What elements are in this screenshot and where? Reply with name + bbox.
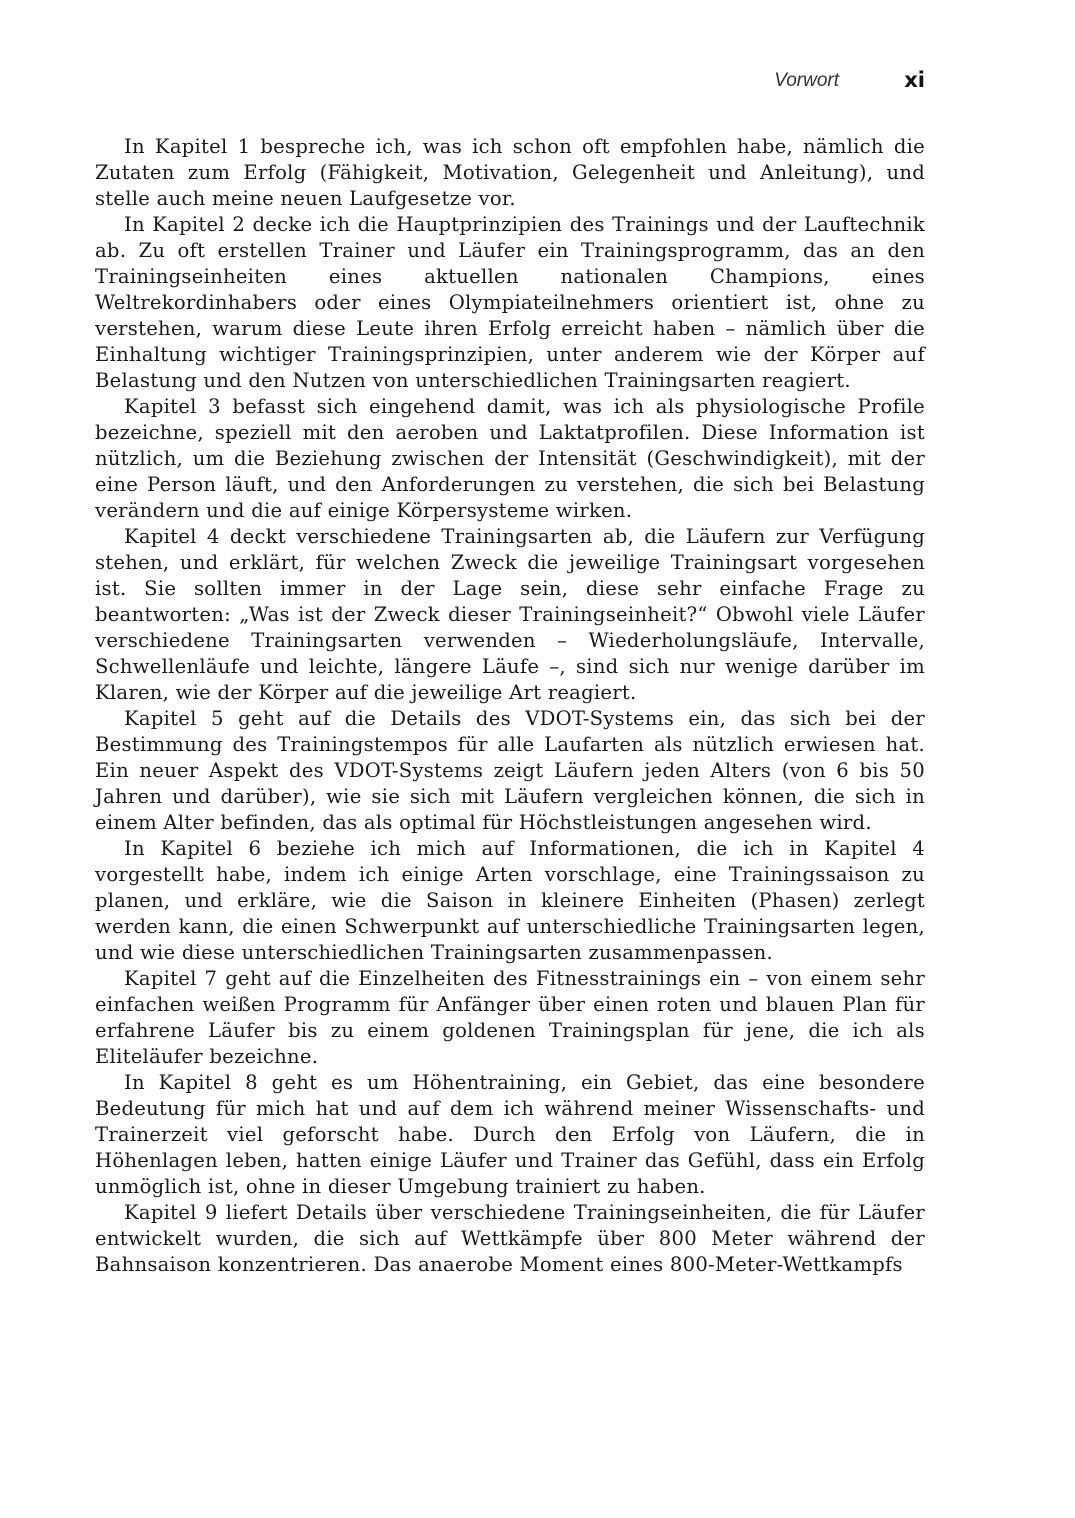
paragraph-kapitel-2: In Kapitel 2 decke ich die Hauptprinzipien des Trainings und der Lauftechnik ab. Zu oft erstellen Trainer und Läufer ein Trainingsprogramm, das an den Trainingseinheiten eines aktuellen nationalen Champions, eines Weltrekordinhabers oder eines Olympiateilnehmers orientiert ist, ohne zu verstehen, warum diese Leute ihren Erfolg erreicht haben – nämlich über die Einhaltung wichtiger Trainingsprinzipien, unter anderem wie der Körper auf Belastung und den Nutzen von unterschiedlichen Trainingsarten reagiert. (95, 213, 925, 392)
paragraph-kapitel-6: In Kapitel 6 beziehe ich mich auf Informationen, die ich in Kapitel 4 vorgestellt habe, indem ich einige Arten vorschlage, eine Trainingssaison zu planen, und erkläre, wie die Saison in kleinere Einheiten (Phasen) zerlegt werden kann, die einen Schwerpunkt auf unterschiedliche Trainingsarten legen, und wie diese unterschiedlichen Trainingsarten zusammenpassen. (95, 837, 925, 964)
body-text (95, 134, 925, 1278)
paragraph-kapitel-4: Kapitel 4 deckt verschiedene Trainingsarten ab, die Läufern zur Verfügung stehen, und erklärt, für welchen Zweck die jeweilige Trainingsart vorgesehen ist. Sie sollten immer in der Lage sein, diese sehr einfache Frage zu beantworten: „Was ist der Zweck dieser Trainingseinheit?“ Obwohl viele Läufer verschiedene Trainingsarten verwenden – Wiederholungsläufe, Intervalle, Schwellenläufe und leichte, längere Läufe –, sind sich nur wenige darüber im Klaren, wie der Körper auf die jeweilige Art reagiert. (95, 525, 925, 704)
running-head-title: Vorwort (774, 70, 839, 91)
paragraph-kapitel-1: In Kapitel 1 bespreche ich, was ich schon oft empfohlen habe, nämlich die Zutaten zum Erfolg (Fähigkeit, Motivation, Gelegenheit und Anleitung), und stelle auch meine neuen Laufgesetze vor. (95, 135, 925, 210)
paragraph-kapitel-7: Kapitel 7 geht auf die Einzelheiten des Fitnesstrainings ein – von einem sehr einfachen weißen Programm für Anfänger über einen roten und blauen Plan für erfahrene Läufer bis zu einem goldenen Trainingsplan für jene, die ich als Eliteläufer bezeichne. (95, 967, 925, 1068)
paragraph-kapitel-3: Kapitel 3 befasst sich eingehend damit, was ich als physiologische Profile bezeichne, speziell mit den aeroben und Laktatprofilen. Diese Information ist nützlich, um die Beziehung zwischen der Intensität (Geschwindigkeit), mit der eine Person läuft, und den Anforderungen zu verstehen, die sich bei Belastung verändern und die auf einige Körpersysteme wirken. (95, 395, 925, 522)
paragraph-kapitel-9: Kapitel 9 liefert Details über verschiedene Trainingseinheiten, die für Läufer entwickelt wurden, die sich auf Wettkämpfe über 800 Meter während der Bahnsaison konzentrieren. Das anaerobe Moment eines 800-Meter-Wettkampfs (95, 1201, 925, 1276)
paragraph-kapitel-8: In Kapitel 8 geht es um Höhentraining, ein Gebiet, das eine besondere Bedeutung für mich hat und auf dem ich während meiner Wissenschafts- und Trainerzeit viel geforscht habe. Durch den Erfolg von Läufern, die in Höhenlagen leben, hatten einige Läufer und Trainer das Gefühl, dass ein Erfolg unmöglich ist, ohne in dieser Umgebung trainiert zu haben. (95, 1071, 925, 1198)
paragraph-kapitel-5: Kapitel 5 geht auf die Details des VDOT-Systems ein, das sich bei der Bestimmung des Trainingstempos für alle Laufarten als nützlich erwiesen hat. Ein neuer Aspekt des VDOT-Systems zeigt Läufern jeden Alters (von 6 bis 50 Jahren und darüber), wie sie sich mit Läufern vergleichen können, die sich in einem Alter befinden, das als optimal für Höchstleistungen angesehen wird. (95, 707, 925, 834)
running-head (95, 66, 925, 96)
page-number: xi (904, 68, 925, 92)
